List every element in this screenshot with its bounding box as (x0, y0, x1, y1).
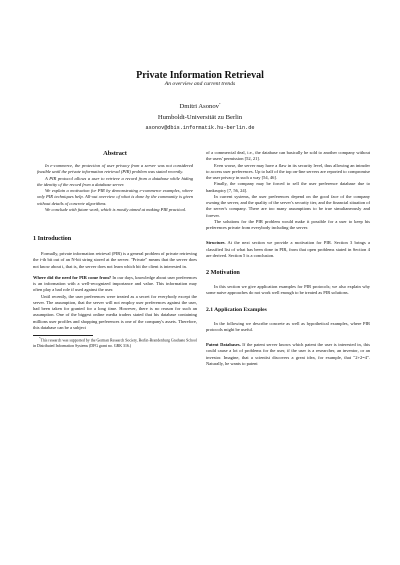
subsection-heading-application-examples: 2.1 Application Examples (206, 306, 267, 313)
author-name-text: Dmitri Asonov (179, 103, 219, 110)
run-in-body: If the patent server knows which patent the user is interested in, this could cause a lot of problems for the user, if the user is a researcher, an inventor, or an investor. Imagine, that a scientist discovers a great idea, for example, that "2+2=4". Naturally, he wants to patent (206, 342, 371, 366)
body-paragraph: Formally, private information retrieval (PIR) is a general problem of private retrieving the i-th bit out of an N-bit string stored at the server. "Private" means that the server does not know about i, that is, the server does not learn which bit the client is interested in. (33, 251, 197, 269)
body-paragraph: Even worse, the server may have a flaw in its security level, thus allowing an intruder to access user preferences. Up to half of the top on-line servers are reported to compromise the user privacy in such a way [54, 46]. (206, 162, 370, 180)
abstract-paragraph: We conclude with future work, which is mostly aimed at making PIR practical. (45, 206, 187, 212)
footnote-mark: * (39, 336, 41, 340)
abstract-section (33, 150, 197, 213)
body-paragraph (33, 275, 197, 294)
run-in-heading: Where did the need for PIR come from? (33, 274, 112, 280)
body-paragraph: Until recently, the user preferences were treated as a secret for everybody except the server. The assumption, that the server will not employ user preferences against the user, had been taken for granted for a long time. However, there is no reason for such an assumption. One of the biggest online media traders stated that his database containing millions user profiles and shopping preferences is one of the company's assets. Therefore, this database can be a subject (33, 293, 197, 330)
abstract-paragraph: We explain a motivation for PIR by demonstrating e-commerce examples, where only PIR techniques help. All-out overview of what is done by the community is given without details of concrete algorithms. (37, 188, 193, 206)
run-in-heading: Structure. (206, 240, 226, 246)
footnote (33, 338, 197, 349)
paper-subtitle: An overview and current trends (164, 81, 236, 87)
right-column (206, 150, 370, 367)
abstract-paragraph: A PIR protocol allows a user to retrieve a record from a database while hiding the identity of the record from a database server. (37, 175, 193, 187)
body-paragraph: of a commercial deal, i.e., the database can basically be sold to another company without the users' permission [52, 21]. (206, 150, 370, 162)
run-in-body: In our days, knowledge about user preferences is an information with a well-recognized importance and value. This information may often play a bad role if used against the user. (33, 274, 197, 293)
footnote-text: This research was supported by the German Research Society, Berlin-Brandenburg Graduate School in Distributed Information Systems (DFG grant no. GRK 316.) (33, 338, 197, 348)
author-footnote-mark: * (218, 101, 221, 106)
abstract-heading: Abstract (103, 150, 127, 157)
left-column (33, 150, 197, 349)
section-heading-introduction: 1 Introduction (33, 235, 72, 242)
body-paragraph (206, 240, 370, 259)
body-paragraph: In current systems, the user preferences depend on the good face of the company owning the server, and the quality of the server's security tier, and the financial situation of the server's company. There are too many assumptions to be true simultaneously and forever. (206, 193, 370, 218)
body-paragraph: The solutions for the PIR problem would make it possible for a user to keep his preferences private from everybody including the server. (206, 218, 370, 230)
abstract-paragraph: In e-commerce, the protection of user privacy from a server was not considered feasible until the private information retrieval (PIR) problem was stated recently. (37, 163, 193, 175)
author-affiliation: Humboldt-Universität zu Berlin (157, 114, 243, 121)
body-paragraph: In the following we describe concrete as well as hypothetical examples, where PIR protocols might be useful. (206, 320, 370, 332)
section-heading-motivation: 2 Motivation (206, 269, 240, 276)
body-paragraph (206, 342, 370, 367)
run-in-heading: Patent Databases. (206, 342, 241, 347)
body-paragraph: In this section we give application examples for PIR protocols; we also explain why some naive approaches do not work well enough to be treated as PIR solutions. (206, 284, 370, 296)
paper-title: Private Information Retrieval (136, 70, 264, 81)
author-name (0, 102, 400, 111)
run-in-body: At the next section we provide a motivation for PIR. Section 3 brings a classified list of what has been done in PIR, from that open problems stated in Section 4 are derived. Section 5 is a conclusion. (206, 240, 370, 258)
footnote-rule (33, 335, 93, 336)
author-email: asonov@dbis.informatik.hu-berlin.de (145, 125, 255, 131)
body-paragraph: Finally, the company may be forced to sell the user preference database due to bankruptcy [7, 56, 24]. (206, 181, 370, 193)
